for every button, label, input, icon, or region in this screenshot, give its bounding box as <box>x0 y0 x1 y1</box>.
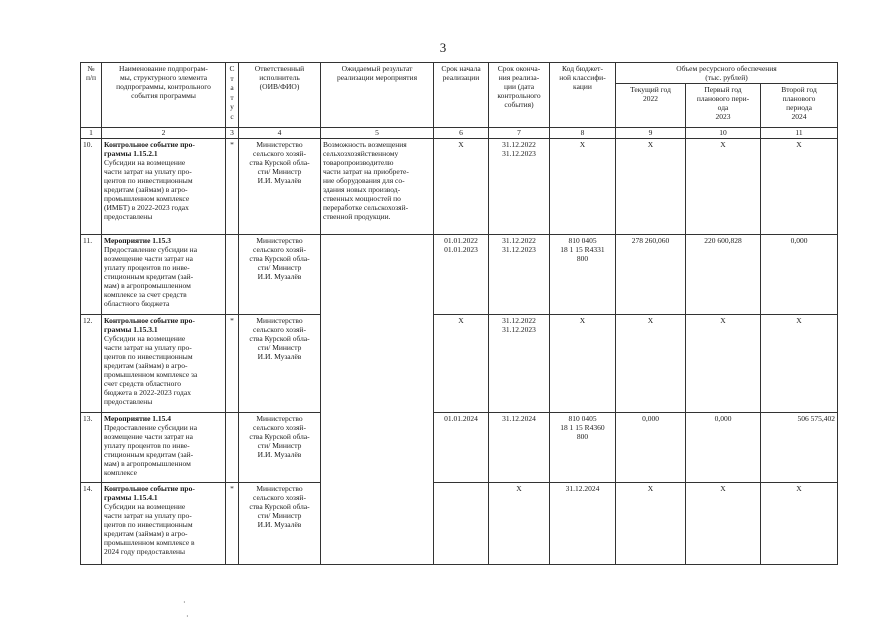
column-number: 8 <box>550 128 616 139</box>
row-number: 11. <box>81 235 102 315</box>
row-status: * <box>226 139 239 235</box>
column-number-row <box>81 128 838 139</box>
row-number: 12. <box>81 315 102 413</box>
row-executor: Министерство сельского хозяй- ства Курской обла- сти/ Министр И.И. Музалёв <box>239 315 321 413</box>
row-first-year: X <box>686 139 761 235</box>
row-status: * <box>226 315 239 413</box>
header-first-year: Первый год планового пери- ода 2023 <box>686 84 761 128</box>
row-start-date: 01.01.2022 01.01.2023 <box>434 235 489 315</box>
table-row <box>81 315 838 413</box>
row-end-date: 31.12.2022 31.12.2023 <box>489 315 550 413</box>
header-second-year: Второй год планового периода 2024 <box>761 84 838 128</box>
header-end: Срок оконча- ния реализа- ции (дата контрольного события) <box>489 63 550 128</box>
scan-speck: · <box>186 612 189 621</box>
row-expected-result <box>434 483 489 565</box>
row-description: Субсидии на возмещение части затрат на уплату про- центов по инвестиционным кредитам (займам) в агро- промышленном комплексе (ИМБТ) в 2022-2023 годах предоставлены <box>104 158 193 221</box>
row-start-date: X <box>434 139 489 235</box>
row-name <box>102 139 226 235</box>
row-number: 13. <box>81 413 102 483</box>
row-expected-result: Возможность возмещения сельхозхозяйственному товаропроизводителю части затрат на приобрете- ние оборудования для со- здания новых производ- ственных мощностей по переработке сельскохозяй- ственной продукции. <box>321 139 434 235</box>
column-number: 2 <box>102 128 226 139</box>
row-current-year: 278 260,060 <box>616 235 686 315</box>
row-status <box>226 413 239 483</box>
row-second-year: X <box>761 315 838 413</box>
row-title: Контрольное событие про- граммы 1.15.4.1 <box>104 484 195 502</box>
row-budget-code: 810 0405 18 1 15 R4360 800 <box>550 413 616 483</box>
table-row <box>81 139 838 235</box>
row-description: Предоставление субсидии на возмещение части затрат на уплату процентов по инве- стиционным кредитам (зай- мам) в агропромышленном комплексе <box>104 423 198 477</box>
row-start-date: 01.01.2024 <box>434 413 489 483</box>
column-number: 5 <box>321 128 434 139</box>
row-first-year: 220 600,828 <box>686 235 761 315</box>
header-result: Ожидаемый результат реализации мероприятия <box>321 63 434 128</box>
scan-speck: · <box>183 598 186 607</box>
table-row <box>81 483 838 565</box>
row-start-date: X <box>434 315 489 413</box>
row-second-year: 506 575,402 <box>761 413 838 483</box>
row-start-date: X <box>489 483 550 565</box>
table-row <box>81 235 838 315</box>
row-current-year: X <box>616 315 686 413</box>
row-end-date: 31.12.2024 <box>489 413 550 483</box>
row-current-year: X <box>616 139 686 235</box>
program-table <box>80 62 838 565</box>
table-row <box>81 413 838 483</box>
row-end-date: 31.12.2024 <box>550 483 616 565</box>
column-number: 1 <box>81 128 102 139</box>
row-expected-result-merged <box>321 235 434 565</box>
row-budget-code: 810 0405 18 1 15 R4331 800 <box>550 235 616 315</box>
row-status <box>226 235 239 315</box>
row-title: Контрольное событие про- граммы 1.15.3.1 <box>104 316 195 334</box>
header-current-year: Текущий год 2022 <box>616 84 686 128</box>
row-description: Субсидии на возмещение части затрат на уплату про- центов по инвестиционным кредитам (займам) в агро- промышленном комплексе в 2024 году предоставлены <box>104 502 195 556</box>
row-second-year: X <box>761 139 838 235</box>
header-start: Срок начала реализации <box>434 63 489 128</box>
row-end-date: 31.12.2022 31.12.2023 <box>489 139 550 235</box>
row-title: Контрольное событие про- граммы 1.15.2.1 <box>104 140 195 158</box>
header-resources: Объем ресурсного обеспечения (тыс. рублей) <box>616 63 838 84</box>
row-number: 10. <box>81 139 102 235</box>
row-executor: Министерство сельского хозяй- ства Курской обла- сти/ Министр И.И. Музалёв <box>239 139 321 235</box>
column-number: 4 <box>239 128 321 139</box>
row-executor: Министерство сельского хозяй- ства Курской обла- сти/ Министр И.И. Музалёв <box>239 235 321 315</box>
column-number: 10 <box>686 128 761 139</box>
header-budget: Код бюджет- ной классифи- кации <box>550 63 616 128</box>
row-first-year: 0,000 <box>686 413 761 483</box>
column-number: 7 <box>489 128 550 139</box>
row-description: Предоставление субсидии на возмещение части затрат на уплату процентов по инве- стиционным кредитам (зай- мам) в агропромышленном комплексе за счет средств областного бюджета <box>104 245 198 308</box>
row-description: Субсидии на возмещение части затрат на уплату про- центов по инвестиционным кредитам (займам) в агро- промышленном комплексе за счет средств областного бюджета в 2022-2023 годах предоставлены <box>104 334 198 406</box>
header-num: № п/п <box>81 63 102 128</box>
row-name <box>102 235 226 315</box>
row-second-year: 0,000 <box>761 235 838 315</box>
row-budget-code: X <box>616 483 686 565</box>
header-name: Наименование подпрограм- мы, структурного элемента подпрограммы, контрольного события программы <box>102 63 226 128</box>
row-title: Мероприятие 1.15.4 <box>104 414 172 423</box>
row-current-year: 0,000 <box>616 413 686 483</box>
row-budget-code: X <box>550 315 616 413</box>
row-title: Мероприятие 1.15.3 <box>104 236 172 245</box>
row-name <box>102 413 226 483</box>
header-executor: Ответственный исполнитель (ОИВ/ФИО) <box>239 63 321 128</box>
row-budget-code: X <box>550 139 616 235</box>
page-number: 3 <box>439 40 447 55</box>
row-executor: Министерство сельского хозяй- ства Курской обла- сти/ Министр И.И. Музалёв <box>239 413 321 483</box>
row-executor: Министерство сельского хозяй- ства Курской обла- сти/ Министр И.И. Музалёв <box>239 483 321 565</box>
column-number: 9 <box>616 128 686 139</box>
row-name <box>102 315 226 413</box>
column-number: 3 <box>226 128 239 139</box>
column-number: 11 <box>761 128 838 139</box>
column-number: 6 <box>434 128 489 139</box>
row-name <box>102 483 226 565</box>
row-status: * <box>226 483 239 565</box>
row-current-year: X <box>686 483 761 565</box>
row-first-year: X <box>761 483 838 565</box>
header-row <box>81 63 838 84</box>
row-end-date: 31.12.2022 31.12.2023 <box>489 235 550 315</box>
row-first-year: X <box>686 315 761 413</box>
header-status: С т а т у с <box>226 63 239 128</box>
row-number: 14. <box>81 483 102 565</box>
